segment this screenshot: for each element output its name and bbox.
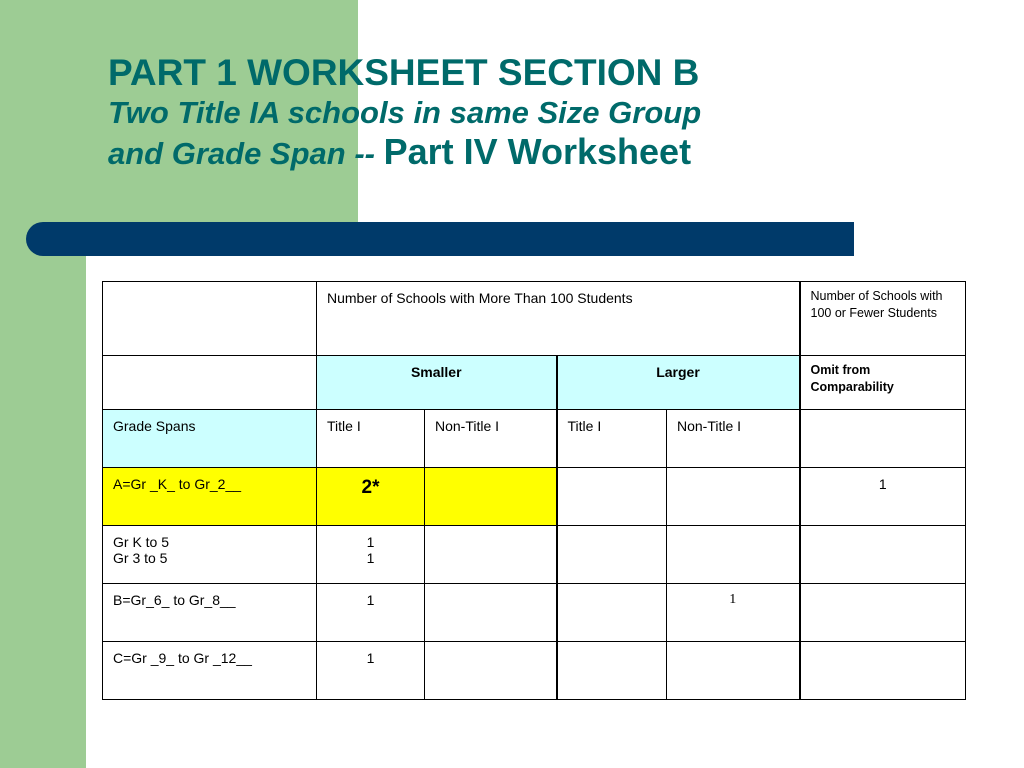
title-line-3-end: Part IV Worksheet [383, 131, 692, 172]
header-title-i-smaller: Title I [317, 410, 425, 468]
cell-larger-title-i [557, 642, 667, 700]
header-fewer-100: Number of Schools with 100 or Fewer Students [800, 282, 966, 356]
title-divider-bar-end [822, 222, 854, 256]
header-non-title-i-smaller: Non-Title I [425, 410, 557, 468]
cell-larger-non-title-i [667, 468, 800, 526]
table-header-row-3 [103, 410, 966, 468]
cell-fewer-100: 1 [800, 468, 966, 526]
cell-larger-title-i [557, 526, 667, 584]
cell-smaller-non-title-i [425, 468, 557, 526]
left-decorative-band [0, 0, 86, 768]
header-title-i-larger: Title I [557, 410, 667, 468]
table-row [103, 468, 966, 526]
row-label: C=Gr _9_ to Gr _12__ [103, 642, 317, 700]
table-row [103, 584, 966, 642]
cell-smaller-title-i: 1 [317, 584, 425, 642]
row-label-line-1: Gr K to 5 [113, 534, 170, 550]
cell-value-2: 1 [366, 550, 375, 566]
header-smaller: Smaller [317, 356, 557, 410]
cell-value-1: 1 [366, 534, 375, 550]
cell-smaller-non-title-i [425, 642, 557, 700]
cell-larger-title-i [557, 584, 667, 642]
title-line-2: Two Title IA schools in same Size Group [108, 95, 702, 130]
empty-header-cell [103, 356, 317, 410]
empty-header-cell [103, 282, 317, 356]
cell-larger-non-title-i: 1 [667, 584, 800, 642]
cell-fewer-100 [800, 526, 966, 584]
cell-smaller-non-title-i [425, 526, 557, 584]
table-header-row-1 [103, 282, 966, 356]
cell-fewer-100 [800, 642, 966, 700]
row-label [103, 526, 317, 584]
header-grade-spans: Grade Spans [103, 410, 317, 468]
cell-smaller-title-i [317, 526, 425, 584]
header-more-than-100: Number of Schools with More Than 100 Students [317, 282, 800, 356]
cell-larger-non-title-i [667, 526, 800, 584]
header-larger: Larger [557, 356, 800, 410]
title-line-3 [108, 132, 988, 174]
cell-smaller-title-i: 2* [317, 468, 425, 526]
cell-smaller-non-title-i [425, 584, 557, 642]
slide-title [108, 52, 988, 174]
cell-fewer-100 [800, 584, 966, 642]
header-non-title-i-larger: Non-Title I [667, 410, 800, 468]
table-row [103, 526, 966, 584]
row-label-line-2: Gr 3 to 5 [113, 550, 168, 566]
row-label: B=Gr_6_ to Gr_8__ [103, 584, 317, 642]
row-label: A=Gr _K_ to Gr_2__ [103, 468, 317, 526]
title-line-1: PART 1 WORKSHEET SECTION B [108, 52, 700, 93]
title-divider-bar [26, 222, 854, 256]
cell-larger-non-title-i [667, 642, 800, 700]
table-header-row-2 [103, 356, 966, 410]
cell-smaller-title-i: 1 [317, 642, 425, 700]
empty-header-cell [800, 410, 966, 468]
table-row [103, 642, 966, 700]
worksheet-table [102, 281, 966, 700]
title-line-3-start: and Grade Span -- [108, 136, 384, 171]
header-omit: Omit from Comparability [800, 356, 966, 410]
cell-larger-title-i [557, 468, 667, 526]
